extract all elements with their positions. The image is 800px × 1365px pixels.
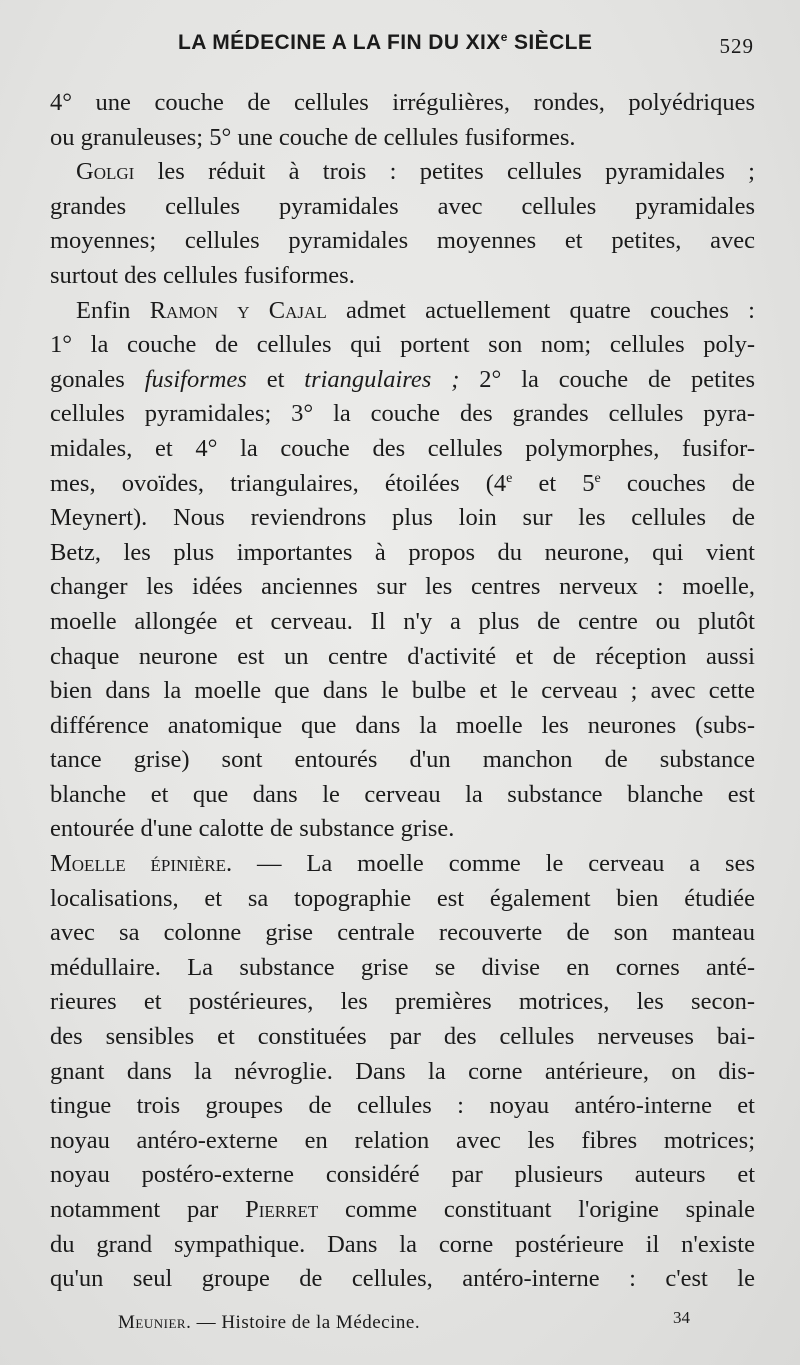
- superscript: e: [594, 470, 601, 486]
- text-line: noyau postéro-externe considéré par plusieurs auteurs et: [50, 1161, 755, 1189]
- running-head: [0, 30, 800, 66]
- text-segment: gonales: [50, 365, 145, 393]
- page-footer: [0, 1308, 800, 1338]
- text-line: [50, 1193, 755, 1228]
- text-segment: admet actuellement quatre couches :: [326, 296, 755, 324]
- text-line: grandes cellules pyramidales avec cellules pyramidales: [50, 192, 755, 220]
- text-segment: et: [246, 365, 305, 393]
- running-title-sup: e: [500, 30, 508, 44]
- footer-author: Meunier: [118, 1312, 187, 1333]
- text-segment: comme constituant l'origine spinale: [318, 1196, 756, 1223]
- running-title-text: LA MÉDECINE A LA FIN DU XIX: [178, 31, 501, 54]
- text-line: gnant dans la névroglie. Dans la corne antérieure, on dis-: [50, 1057, 755, 1085]
- text-segment: — La moelle comme le cerveau a ses: [232, 850, 755, 878]
- text-line: surtout des cellules fusiformes.: [50, 261, 355, 289]
- text-line: [50, 467, 755, 502]
- text-segment: notamment par: [50, 1196, 246, 1223]
- author-name: Ramon y Cajal: [149, 296, 327, 324]
- text-line: moelle allongée et cerveau. Il n'y a plus de centre ou plutôt: [50, 607, 755, 635]
- body-text: [50, 86, 755, 1297]
- text-line: changer les idées anciennes sur les centres nerveux : moelle,: [50, 573, 755, 601]
- text-line: [50, 155, 755, 190]
- signature-mark: 34: [673, 1308, 690, 1327]
- text-line: médullaire. La substance grise se divise en cornes anté-: [50, 953, 755, 981]
- running-title: [178, 30, 592, 55]
- page-number: 529: [719, 34, 754, 58]
- text-line: différence anatomique que dans la moelle les neurones (subs-: [50, 711, 755, 739]
- text-line: tance grise) sont entourés d'un manchon de substance: [50, 746, 755, 774]
- text-line: [50, 847, 755, 882]
- text-segment: Enfin: [76, 296, 150, 324]
- text-line: [50, 363, 755, 398]
- text-line: Meynert). Nous reviendrons plus loin sur les cellules de: [50, 504, 755, 532]
- text-line: tingue trois groupes de cellules : noyau antéro-interne et: [50, 1092, 755, 1120]
- text-line: noyau antéro-externe en relation avec les fibres motrices;: [50, 1126, 755, 1154]
- text-line: des sensibles et constituées par des cellules nerveuses bai-: [50, 1023, 755, 1051]
- author-name: Golgi: [76, 158, 135, 186]
- text-line: chaque neurone est un centre d'activité et de réception aussi: [50, 642, 755, 670]
- italic-term: fusiformes: [144, 365, 247, 393]
- text-line: 1° la couche de cellules qui portent son nom; cellules poly-: [50, 331, 755, 359]
- text-line: ou granuleuses; 5° une couche de cellules fusiformes.: [50, 123, 576, 151]
- author-name: Pierret: [245, 1196, 319, 1223]
- text-line: qu'un seul groupe de cellules, antéro-interne : c'est le: [50, 1265, 755, 1293]
- text-line: cellules pyramidales; 3° la couche des grandes cellules pyra-: [50, 400, 755, 428]
- text-segment: et 5: [512, 469, 595, 497]
- italic-term: triangulaires ;: [304, 365, 460, 393]
- text-line: entourée d'une calotte de substance grise.: [50, 815, 455, 843]
- superscript: e: [506, 470, 513, 486]
- section-heading: Moelle épinière.: [50, 850, 233, 878]
- text-line: 4° une couche de cellules irrégulières, rondes, polyédriques: [50, 89, 755, 116]
- text-line: rieures et postérieures, les premières motrices, les secon-: [50, 988, 755, 1016]
- text-segment: mes, ovoïdes, triangulaires, étoilées (4: [50, 469, 507, 497]
- text-segment: 2° la couche de petites: [459, 365, 755, 393]
- text-line: bien dans la moelle que dans le bulbe et le cerveau ; avec cette: [50, 677, 755, 705]
- text-line: midales, et 4° la couche des cellules polymorphes, fusifor-: [50, 434, 755, 462]
- text-line: avec sa colonne grise centrale recouverte de son manteau: [50, 919, 755, 947]
- text-segment: couches de: [600, 469, 755, 497]
- text-line: localisations, et sa topographie est également bien étudiée: [50, 884, 755, 912]
- footer-title: . — Histoire de la Médecine.: [186, 1312, 421, 1333]
- text-line: Betz, les plus importantes à propos du neurone, qui vient: [50, 538, 755, 566]
- text-line: du grand sympathique. Dans la corne postérieure il n'existe: [50, 1230, 755, 1258]
- text-segment: les réduit à trois : petites cellules pyramidales ;: [134, 158, 755, 186]
- text-line: blanche et que dans le cerveau la substance blanche est: [50, 780, 755, 808]
- footer-citation: [118, 1312, 420, 1334]
- running-title-end: SIÈCLE: [507, 31, 593, 54]
- text-line: moyennes; cellules pyramidales moyennes et petites, avec: [50, 227, 755, 255]
- text-line: [50, 294, 755, 329]
